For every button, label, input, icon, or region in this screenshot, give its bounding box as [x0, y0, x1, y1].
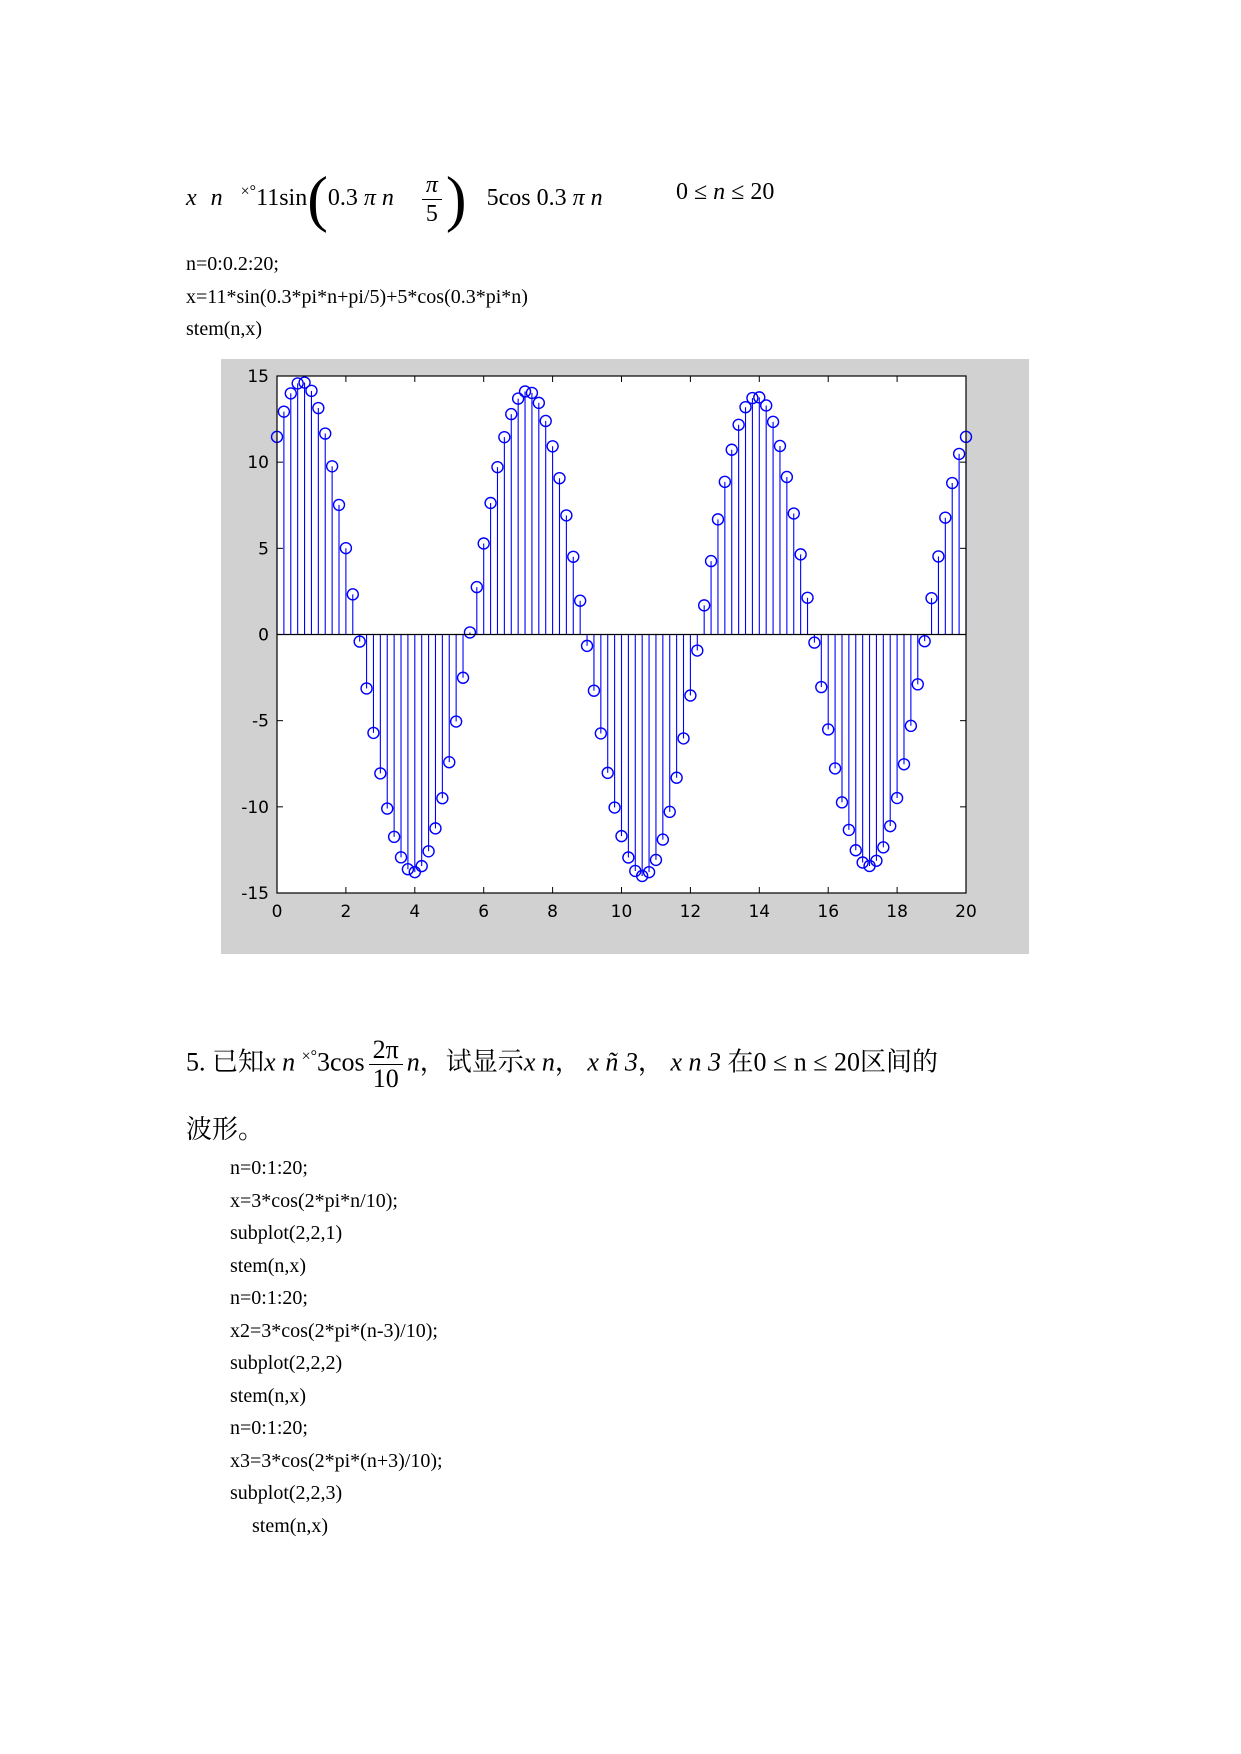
q5-text-end: 区间的: [860, 1047, 939, 1077]
x-tick-label: 20: [955, 902, 977, 922]
x-tick-label: 6: [478, 902, 490, 922]
q5-sep-2: ，: [637, 1047, 664, 1077]
question-5-line-1: [186, 1024, 939, 1094]
eq1-lhs-n: n: [210, 185, 223, 211]
x-tick-label: 8: [547, 902, 559, 922]
eq1-pi: π: [363, 185, 376, 211]
code-block-1: [186, 248, 528, 346]
eq1-fraction: [422, 171, 442, 228]
code-line: stem(n,x): [230, 1384, 307, 1407]
code-line: stem(n,x): [186, 318, 263, 340]
q5-coef: 3cos: [316, 1047, 365, 1077]
code-line: subplot(2,2,1): [230, 1222, 343, 1244]
eq1-cos-term: 5cos 0.3: [486, 185, 567, 211]
q5-prefix: 5. 已知: [186, 1047, 265, 1077]
x-tick-label: 16: [817, 902, 840, 922]
q5-frac-num: 2π: [369, 1036, 403, 1065]
code-line: x=11*sin(0.3*pi*n+pi/5)+5*cos(0.3*pi*n): [186, 285, 528, 308]
eq1-marks: ×°: [240, 183, 257, 200]
y-tick-label: -10: [241, 797, 269, 818]
equation-1-range: [676, 152, 774, 232]
x-tick-label: 18: [886, 902, 908, 922]
code-line: subplot(2,2,2): [230, 1352, 343, 1374]
x-tick-label: 2: [340, 902, 352, 922]
code-line: x3=3*cos(2*pi*(n+3)/10);: [230, 1449, 443, 1472]
eq1-frac-den: 5: [425, 200, 438, 227]
eq1-pi-2: π: [572, 185, 585, 211]
q5-x: x: [264, 1047, 276, 1077]
eq1-right-paren: ): [445, 165, 467, 234]
q5-signal-1: x n: [523, 1047, 555, 1077]
x-tick-label: 14: [748, 902, 771, 922]
q5-fraction: [369, 1036, 403, 1093]
code-line: stem(n,x): [230, 1254, 307, 1277]
y-tick-label: 5: [258, 539, 269, 560]
code-line: n=0:1:20;: [230, 1157, 308, 1179]
eq1-n: n: [381, 185, 394, 211]
eq1-frac-num: π: [422, 171, 442, 200]
q5-marks: ×°: [301, 1048, 317, 1065]
eq1-sin-coef: 11sin: [256, 185, 308, 211]
eq1-sin-arg: 0.3: [327, 185, 358, 211]
q5-n: n: [282, 1047, 296, 1077]
x-tick-label: 10: [610, 902, 633, 922]
eq1-range-end: ≤ 20: [725, 179, 775, 205]
eq1-range-n: n: [713, 179, 726, 205]
code-line: x=3*cos(2*pi*n/10);: [230, 1189, 398, 1212]
eq1-range-start: 0 ≤: [676, 179, 714, 205]
y-tick-label: -5: [252, 711, 269, 732]
code-line: stem(n,x): [252, 1514, 329, 1537]
q5-text-show: ，试显示: [419, 1047, 524, 1077]
eq1-lhs-x: x: [186, 185, 197, 211]
y-tick-label: 15: [247, 367, 269, 387]
q5-frac-den: 10: [372, 1064, 399, 1094]
code-line: n=0:1:20;: [230, 1417, 308, 1439]
q5-text-in: 在: [720, 1047, 754, 1077]
equation-1: [186, 152, 603, 232]
q5-after-frac: n: [406, 1047, 420, 1077]
y-tick-label: -15: [241, 884, 269, 904]
code-line: n=0:0.2:20;: [186, 253, 279, 275]
x-tick-label: 12: [679, 902, 702, 922]
y-tick-label: 0: [258, 625, 269, 646]
q5-signal-2: x ñ 3: [587, 1047, 638, 1077]
x-tick-label: 4: [409, 902, 421, 922]
eq1-cos-n: n: [590, 185, 603, 211]
code-block-2: [230, 1152, 443, 1542]
stem-plot-figure: [221, 359, 1029, 954]
q5-range: 0 ≤ n ≤ 20: [753, 1047, 861, 1077]
stem-plot: [221, 359, 1029, 954]
code-line: x2=3*cos(2*pi*(n-3)/10);: [230, 1319, 438, 1342]
eq1-left-paren: (: [307, 165, 328, 234]
q5-sep-1: ，: [554, 1047, 581, 1077]
x-tick-label: 0: [271, 902, 283, 922]
q5-signal-3: x n 3: [670, 1047, 721, 1077]
y-tick-label: 10: [247, 453, 269, 474]
question-5-line-2: 波形。: [186, 1115, 265, 1144]
code-line: subplot(2,2,3): [230, 1482, 343, 1504]
code-line: n=0:1:20;: [230, 1287, 308, 1309]
